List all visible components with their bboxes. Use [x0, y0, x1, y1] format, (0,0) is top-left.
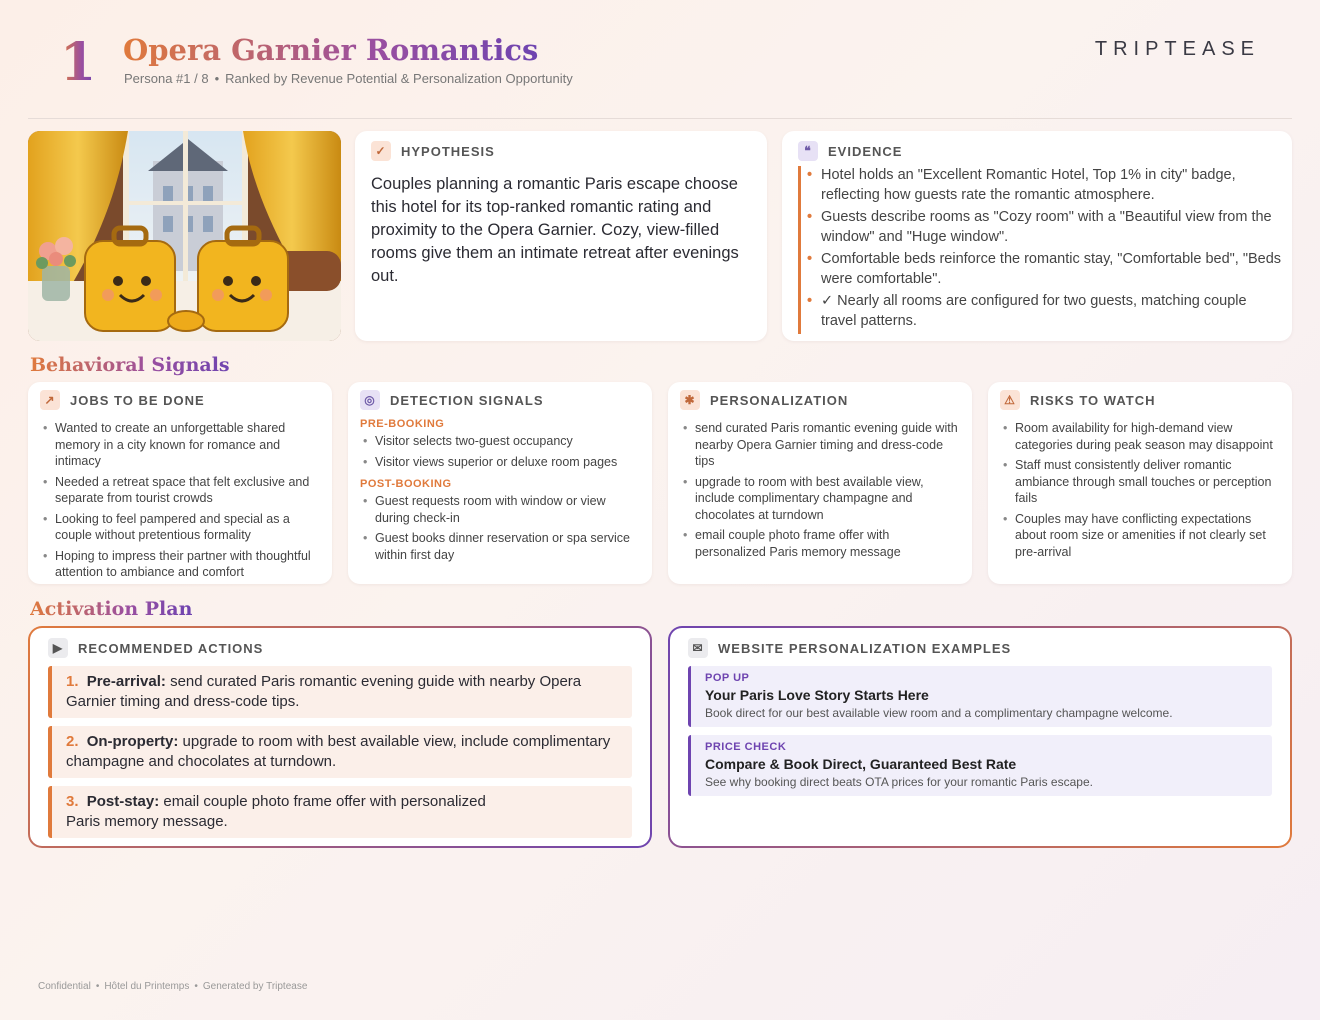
recommended-actions-header [48, 638, 632, 658]
list-item: • Looking to feel pampered and special as a couple without pretentious formality [40, 511, 320, 544]
evidence-item: • ✓ Nearly all rooms are configured for two guests, matching couple travel patterns. [821, 292, 1282, 331]
mail-icon: ✉ [688, 638, 708, 658]
page-header [60, 30, 1260, 100]
hypothesis-header [371, 141, 751, 161]
website-examples-header [688, 638, 1272, 658]
list-item: • upgrade to room with best available view, include complimentary champagne and chocolates at turndown [680, 474, 960, 524]
list-item: • Wanted to create an unforgettable shared memory in a city known for romance and intimacy [40, 420, 320, 470]
personalization-label: PERSONALIZATION [710, 392, 849, 408]
persona-index: Persona #1 / 8 [124, 71, 209, 86]
example-title: Compare & Book Direct, Guaranteed Best Rate [705, 756, 1017, 772]
personalization-list [680, 420, 960, 560]
risks-card [988, 382, 1292, 584]
evidence-list [798, 166, 1282, 334]
evidence-label: EVIDENCE [828, 143, 903, 159]
activation-plan-title: Activation Plan [30, 598, 193, 620]
check-icon: ✓ [371, 141, 391, 161]
warning-icon: ⚠ [1000, 390, 1020, 410]
hypothesis-text: Couples planning a romantic Paris escape choose this hotel for its top-ranked romantic rating and proximity to the Opera Garnier. Cozy, view-filled rooms give them an intimate retreat after evenings out. [371, 175, 739, 285]
detection-label: DETECTION SIGNALS [390, 392, 544, 408]
example-type: POP UP [705, 672, 750, 684]
website-examples-body [670, 628, 1290, 846]
evidence-item: • Comfortable beds reinforce the romantic stay, "Comfortable bed", "Beds were comfortable". [821, 250, 1282, 289]
pre-booking-list [360, 433, 640, 470]
quote-icon: ❝ [798, 141, 818, 161]
jobs-header [40, 390, 320, 410]
personalization-card [668, 382, 972, 584]
list-item: • Hoping to impress their partner with thoughtful attention to ambiance and comfort [40, 548, 320, 581]
list-item: • Visitor views superior or deluxe room pages [360, 454, 640, 471]
action-text: send curated Paris romantic evening guide with nearby Opera Garnier timing and dress-code tips. [66, 673, 582, 710]
list-item: • Visitor selects two-guest occupancy [360, 433, 640, 450]
hypothesis-card [355, 131, 767, 341]
hypothesis-label: HYPOTHESIS [401, 143, 495, 159]
sparkle-icon: ✱ [680, 390, 700, 410]
action-text: upgrade to room with best available view, include complimentary champagne and chocolates at turndown. [66, 733, 611, 770]
example-type: PRICE CHECK [705, 741, 787, 753]
brand-logo: TRIPTEASE [1094, 38, 1260, 60]
footer-confidential: Confidential [38, 981, 91, 992]
target-icon: ◎ [360, 390, 380, 410]
arrow-up-right-icon: ↗ [40, 390, 60, 410]
risks-header [1000, 390, 1280, 410]
detection-header [360, 390, 640, 410]
evidence-card [782, 131, 1292, 341]
jobs-card [28, 382, 332, 584]
website-examples-label: WEBSITE PERSONALIZATION EXAMPLES [718, 640, 1012, 656]
persona-illustration-art [28, 131, 341, 341]
page-footer: Confidential • Hôtel du Printemps • Generated by Triptease [38, 981, 308, 992]
persona-rank: 1 [60, 32, 97, 93]
pre-booking-label: PRE-BOOKING [360, 418, 445, 430]
action-number: 1. [66, 673, 79, 690]
action-item [48, 666, 632, 718]
ranking-note: Ranked by Revenue Potential & Personalization Opportunity [225, 71, 573, 86]
example-popup [688, 666, 1272, 727]
header-divider [28, 118, 1292, 119]
play-icon: ▶ [48, 638, 68, 658]
jobs-label: JOBS TO BE DONE [70, 392, 205, 408]
risks-list [1000, 420, 1280, 560]
detection-card [348, 382, 652, 584]
personalization-header [680, 390, 960, 410]
action-item [48, 726, 632, 778]
risks-label: RISKS TO WATCH [1030, 392, 1156, 408]
action-item [48, 786, 632, 838]
list-item: • email couple photo frame offer with personalized Paris memory message [680, 527, 960, 560]
example-price-check [688, 735, 1272, 796]
list-item: • Room availability for high-demand view categories during peak season may disappoint [1000, 420, 1280, 453]
evidence-item: • Hotel holds an "Excellent Romantic Hotel, Top 1% in city" badge, reflecting how guests rate the romantic atmosphere. [821, 166, 1282, 205]
footer-generated: Generated by Triptease [202, 981, 308, 992]
recommended-actions-body [30, 628, 650, 846]
example-title: Your Paris Love Story Starts Here [705, 687, 929, 703]
website-examples-card [668, 626, 1292, 848]
behavioral-signals-title: Behavioral Signals [30, 354, 230, 376]
page-subtitle: Persona #1 / 8 • Ranked by Revenue Potential & Personalization Opportunity [124, 71, 573, 86]
persona-illustration [28, 131, 341, 341]
list-item: • Needed a retreat space that felt exclusive and separate from tourist crowds [40, 474, 320, 507]
evidence-header [798, 141, 1276, 161]
action-stage: On-property: [86, 733, 179, 750]
list-item: • Staff must consistently deliver romantic ambiance through small touches or perception fails [1000, 457, 1280, 507]
list-item: • Guest books dinner reservation or spa service within first day [360, 530, 640, 563]
list-item: • Guest requests room with window or view during check-in [360, 493, 640, 526]
action-stage: Pre-arrival: [86, 673, 166, 690]
example-body: Book direct for our best available view room and a complimentary champagne welcome. [705, 706, 1173, 720]
action-number: 3. [66, 793, 79, 810]
evidence-item: • Guests describe rooms as "Cozy room" with a "Beautiful view from the window" and "Huge window". [821, 208, 1282, 247]
post-booking-label: POST-BOOKING [360, 478, 452, 490]
action-stage: Post-stay: [86, 793, 160, 810]
example-body: See why booking direct beats OTA prices for your romantic Paris escape. [705, 775, 1093, 789]
page-title: Opera Garnier Romantics [123, 33, 539, 67]
recommended-actions-label: RECOMMENDED ACTIONS [78, 640, 264, 656]
action-number: 2. [66, 733, 79, 750]
recommended-actions-card [28, 626, 652, 848]
list-item: • send curated Paris romantic evening guide with nearby Opera Garnier timing and dress-code tips [680, 420, 960, 470]
footer-hotel: Hôtel du Printemps [104, 981, 190, 992]
action-text: email couple photo frame offer with personalized Paris memory message. [66, 793, 486, 830]
post-booking-list [360, 493, 640, 563]
jobs-list [40, 420, 320, 581]
list-item: • Couples may have conflicting expectations about room size or amenities if not clearly set pre-arrival [1000, 511, 1280, 561]
